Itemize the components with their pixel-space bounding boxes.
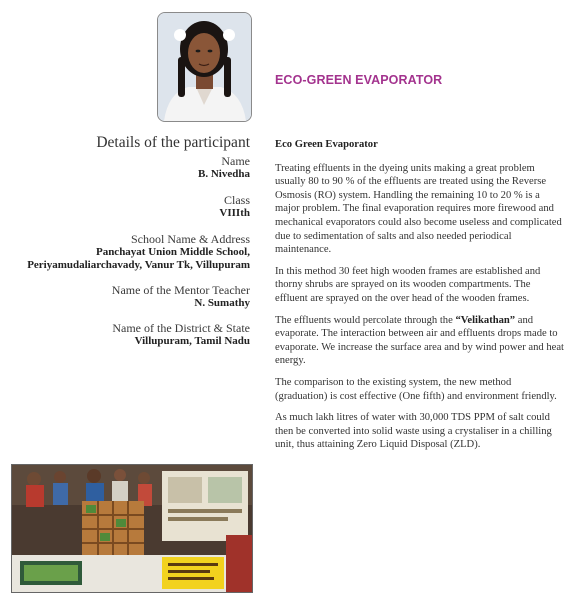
mentor-label: Name of the Mentor Teacher	[111, 283, 250, 297]
class-label: Class	[223, 193, 250, 207]
page-title: ECO-GREEN EVAPORATOR	[275, 73, 443, 87]
paragraph-3	[275, 314, 565, 368]
participant-portrait	[157, 12, 252, 122]
paragraph-3-bold: “Velikathan”	[455, 314, 516, 326]
district-label: Name of the District & State	[112, 321, 250, 335]
district-value: Villupuram, Tamil Nadu	[134, 335, 250, 347]
paragraph-3-end: and evaporate. The interaction between air and effluents drops made to evaporate. We increase the surface area and by wind power and heat energy.	[275, 314, 564, 367]
school-line-1: Panchayat Union Middle School,	[95, 246, 250, 258]
name-value: B. Nivedha	[198, 168, 250, 180]
paragraph-3-start: The effluents would percolate through the	[275, 314, 456, 326]
participant-details	[14, 134, 250, 348]
paragraph-1: Treating effluents in the dyeing units making a great problem usually 80 to 90 % of the effluents are treated using the Reverse Osmosis (RO) system. Handling the remaining 10 to 20 % is a major problem. The final evaporation requires more firewood and mechanical evaporators could also become useless and complicated due to sedimentation of salts and also needed periodical maintenance.	[275, 162, 562, 256]
mentor-value: N. Sumathy	[194, 297, 250, 309]
name-label: Name	[221, 154, 250, 168]
school-line-2: Periyamudaliarchavady, Vanur Tk, Villupuram	[27, 259, 250, 271]
article-body	[275, 138, 565, 460]
class-value: VIIIth	[219, 207, 250, 219]
paragraph-4: The comparison to the existing system, the new method (graduation) is cost effective (One fifth) and environment friendly.	[275, 376, 557, 402]
exhibit-illustration	[12, 465, 252, 592]
portrait-illustration	[158, 13, 251, 121]
paragraph-5: As much lakh litres of water with 30,000 TDS PPM of salt could then be converted into solid waste using a crystaliser in a chilling unit, thus attaining Zero Liquid Disposal (ZLD).	[275, 412, 552, 451]
article-subhead: Eco Green Evaporator	[275, 139, 378, 150]
school-label: School Name & Address	[131, 232, 250, 246]
exhibit-photo	[11, 464, 253, 593]
paragraph-2: In this method 30 feet high wooden frames are established and thorny shrubs are sprayed on its wooden compartments. The effluent are sprayed on the over head of the wooden frames.	[275, 265, 541, 304]
details-heading: Details of the participant	[96, 134, 250, 151]
